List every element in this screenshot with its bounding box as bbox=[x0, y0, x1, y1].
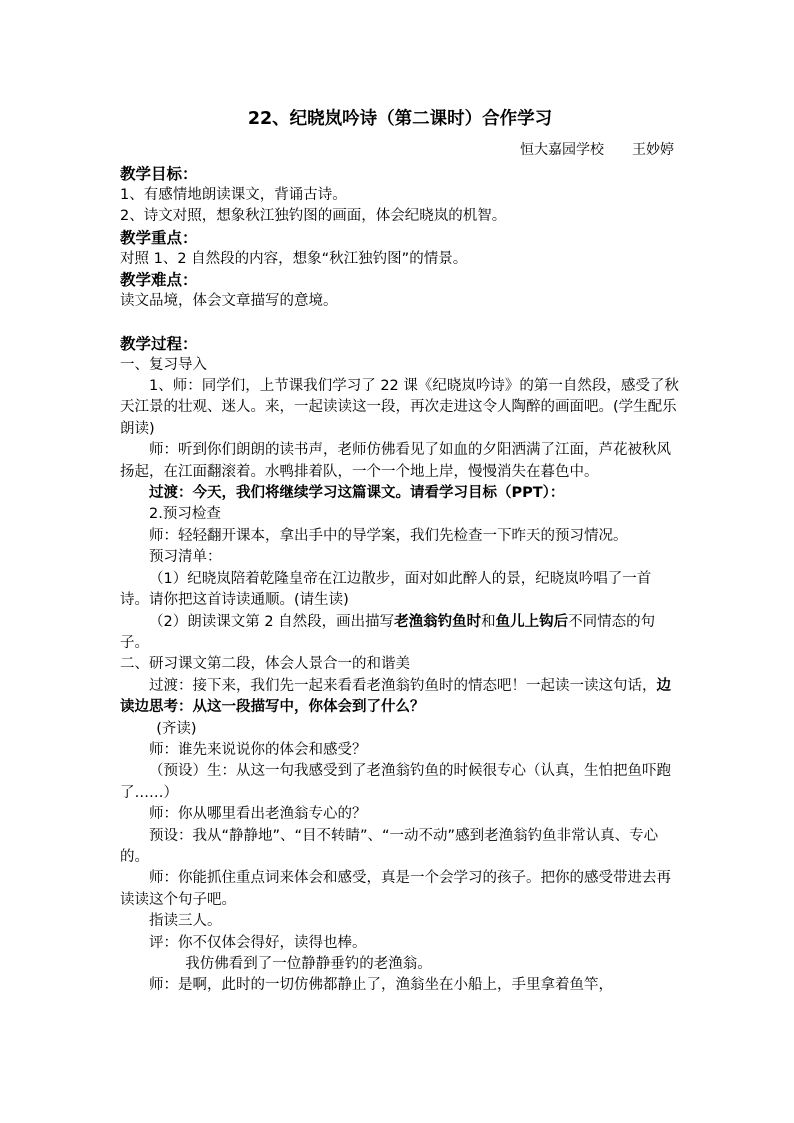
paragraph-preset-1: （预设）生：从这一句我感受到了老渔翁钓鱼的时候很专心（认真，生怕把鱼吓跑了……） bbox=[120, 763, 671, 801]
difficulty-heading: 教学难点： bbox=[120, 271, 198, 290]
goal-item-2: 2、诗文对照，想象秋江独钓图的画面，体会纪晓岚的机智。 bbox=[120, 208, 507, 225]
difficulty-text: 读文品境，体会文章描写的意境。 bbox=[120, 293, 338, 310]
teacher-name: 王妙婷 bbox=[632, 142, 674, 158]
school-name: 恒大嘉园学校 bbox=[520, 142, 604, 158]
goal-item-1: 1、有感情地朗读课文，背诵古诗。 bbox=[120, 187, 347, 203]
paragraph-teacher-3: 师：谁先来说说你的体会和感受？ bbox=[149, 741, 367, 758]
paragraph-teacher-1: 师：听到你们朗朗的读书声，老师仿佛看见了如血的夕阳洒满了江面，芦花被秋风扬起，在江面翻滚着。水鸭排着队，一个一个地上岸，慢慢消失在暮色中。 bbox=[120, 442, 671, 480]
document-title: 22、纪晓岚吟诗（第二课时）合作学习 bbox=[247, 109, 553, 129]
paragraph-teacher-2: 师：轻轻翻开课本，拿出手中的导学案，我们先检查一下昨天的预习情况。 bbox=[149, 527, 628, 544]
part1-heading: 一、复习导入 bbox=[120, 356, 207, 373]
key-text: 对照 1、2 自然段的内容，想象“秋江独钓图”的情景。 bbox=[120, 250, 468, 267]
part2-heading: 二、研习课文第二段，体会人景合一的和谐美 bbox=[120, 656, 410, 673]
paragraph-comment: 评：你不仅体会得好，读得也棒。 bbox=[149, 934, 367, 951]
transition-text: 过渡：今天，我们将继续学习这篇课文。请看学习目标（PPT）： bbox=[149, 485, 565, 502]
process-heading: 教学过程： bbox=[120, 334, 198, 353]
chorus-read: (齐读) bbox=[156, 720, 197, 737]
goals-heading: 教学目标： bbox=[120, 165, 198, 183]
paragraph-transition-2: 过渡：接下来，我们先一起来看看老渔翁钓鱼时的情态吧！一起读一读这句话，边读边思考：从这一段描写中，你体会到了什么？ bbox=[120, 677, 671, 716]
paragraph-teacher-6: 师：是啊，此时的一切仿佛都静止了，渔翁坐在小船上，手里拿着鱼竿， bbox=[149, 977, 613, 994]
paragraph-imagine: 我仿佛看到了一位静静垂钓的老渔翁。 bbox=[185, 956, 432, 972]
preview-list-title: 预习清单： bbox=[149, 549, 222, 566]
paragraph-teacher-4: 师：你从哪里看出老渔翁专心的？ bbox=[149, 806, 367, 823]
paragraph-preset-2: 预设：我从“静静地”、“目不转睛”、“一动不动”感到老渔翁钓鱼非常认真、专心的。 bbox=[120, 827, 659, 865]
document-page bbox=[120, 100, 680, 997]
paragraph-teacher-5: 师：你能抓住重点词来体会和感受，真是一个会学习的孩子。把你的感受带进去再读读这个句子吧。 bbox=[120, 870, 671, 908]
author-line bbox=[120, 140, 674, 160]
preview-item-2: （2）朗读课文第 2 自然段，画出描写老渔翁钓鱼时和鱼儿上钩后不同情态的句子。 bbox=[120, 613, 656, 651]
paragraph-review: 1、师：同学们，上节课我们学习了 22 课《纪晓岚吟诗》的第一自然段，感受了秋天江景的壮观、迷人。来，一起读读这一段，再次走进这令人陶醉的画面吧。(学生配乐朗读) bbox=[120, 378, 679, 437]
preview-item-1: （1）纪晓岚陪着乾隆皇帝在江边散步，面对如此醉人的景，纪晓岚吟唱了一首诗。请你把这首诗读通顺。(请生读) bbox=[120, 570, 652, 609]
key-heading: 教学重点： bbox=[120, 228, 198, 247]
sub-heading-preview: 2.预习检查 bbox=[149, 506, 221, 523]
paragraph-read-three: 指读三人。 bbox=[149, 913, 222, 930]
